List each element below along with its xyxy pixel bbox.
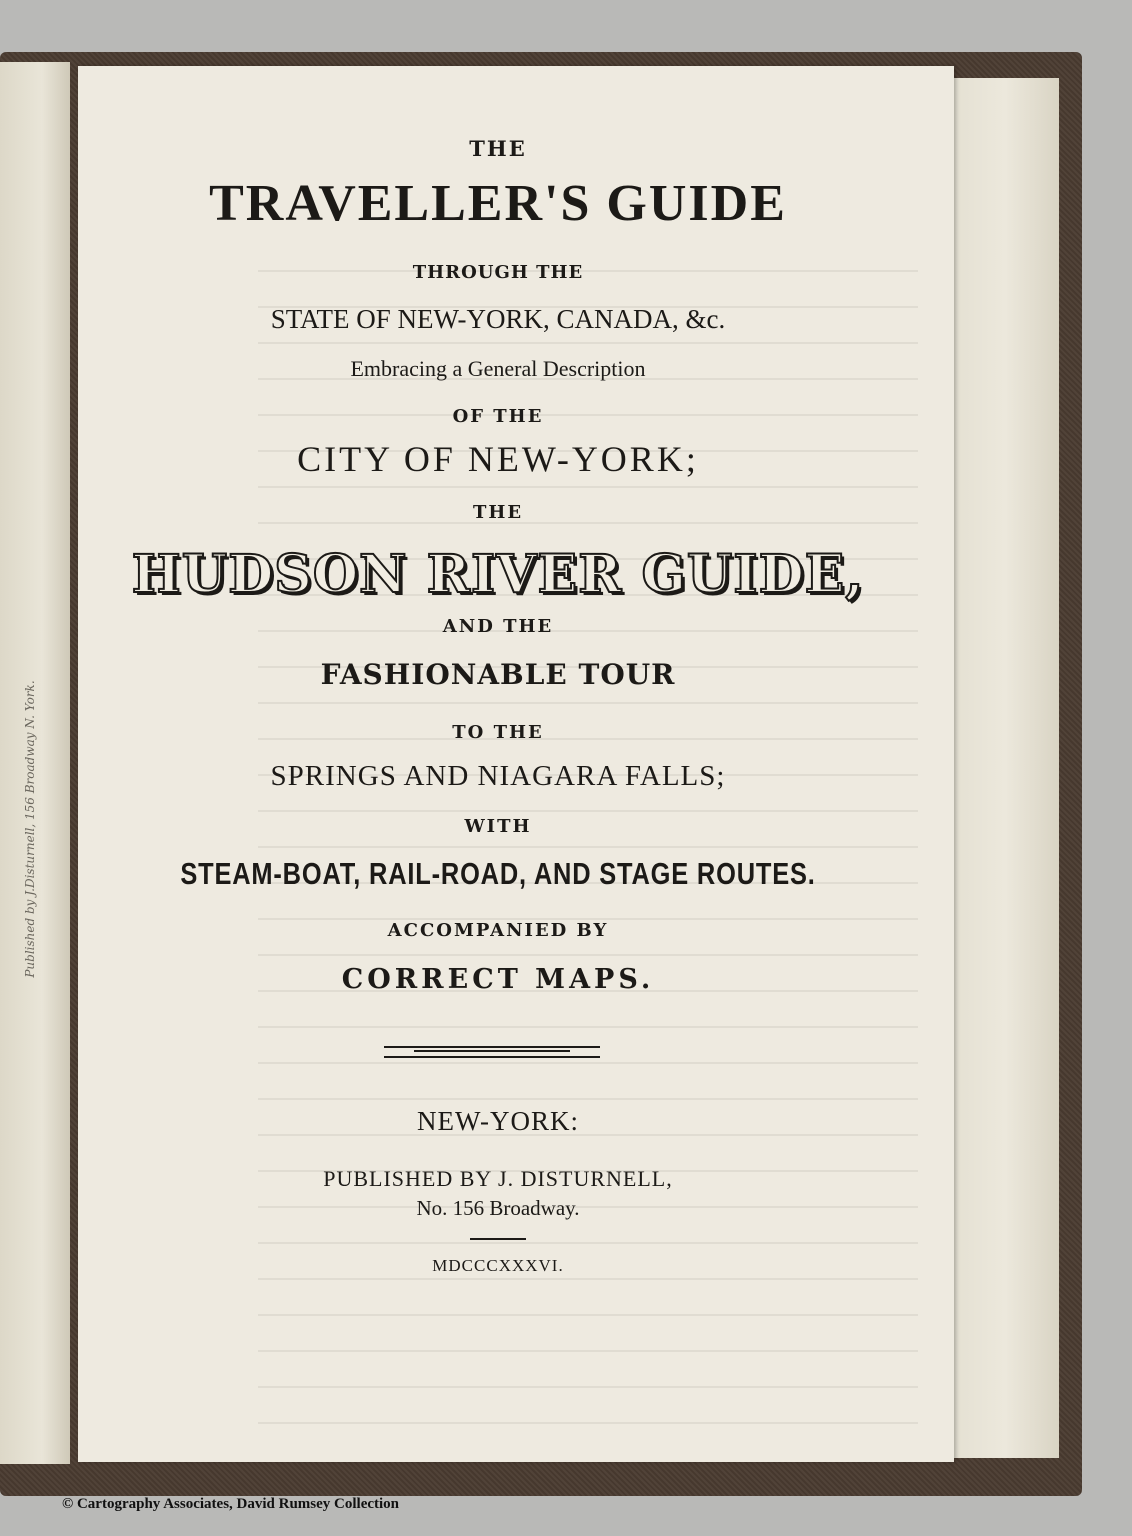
publication-year: MDCCCXXXVI.: [432, 1256, 564, 1275]
title-page: [78, 66, 954, 1462]
publisher-address: No. 156 Broadway.: [416, 1196, 580, 1220]
maps-title: CORRECT MAPS.: [341, 964, 655, 995]
subtitle-and-the: AND THE: [442, 616, 554, 637]
subtitle-state: STATE OF NEW-YORK, CANADA, &c.: [270, 304, 726, 334]
double-rule-divider: [384, 1046, 600, 1058]
subtitle-of-the: OF THE: [452, 406, 544, 427]
left-page: [0, 62, 70, 1464]
short-rule-divider: [470, 1238, 526, 1240]
hudson-river-guide-title: HUDSON RIVER GUIDE,: [131, 544, 865, 605]
subtitle-with: WITH: [464, 816, 532, 837]
subtitle-to-the: TO THE: [452, 722, 544, 743]
left-page-imprint: Published by J.Disturnell, 156 Broadway N. York.: [23, 680, 37, 978]
page-edge: [950, 78, 1059, 1458]
subtitle-through: THROUGH THE: [412, 262, 584, 283]
copyright-credit: © Cartography Associates, David Rumsey Collection: [62, 1496, 400, 1512]
springs-title: SPRINGS AND NIAGARA FALLS;: [270, 760, 726, 792]
imprint-city: NEW-YORK:: [417, 1106, 579, 1136]
subtitle-the: THE: [472, 502, 524, 523]
subtitle-accompanied: ACCOMPANIED BY: [387, 920, 609, 941]
subtitle-city: CITY OF NEW-YORK;: [297, 439, 699, 479]
fashionable-tour-title: FASHIONABLE TOUR: [320, 658, 676, 691]
title-the: THE: [469, 136, 527, 161]
routes-title: STEAM-BOAT, RAIL-ROAD, AND STAGE ROUTES.: [180, 856, 816, 891]
publisher-line: PUBLISHED BY J. DISTURNELL,: [323, 1166, 673, 1191]
subtitle-embracing: Embracing a General Description: [350, 356, 646, 381]
main-title: TRAVELLER'S GUIDE: [209, 175, 787, 232]
